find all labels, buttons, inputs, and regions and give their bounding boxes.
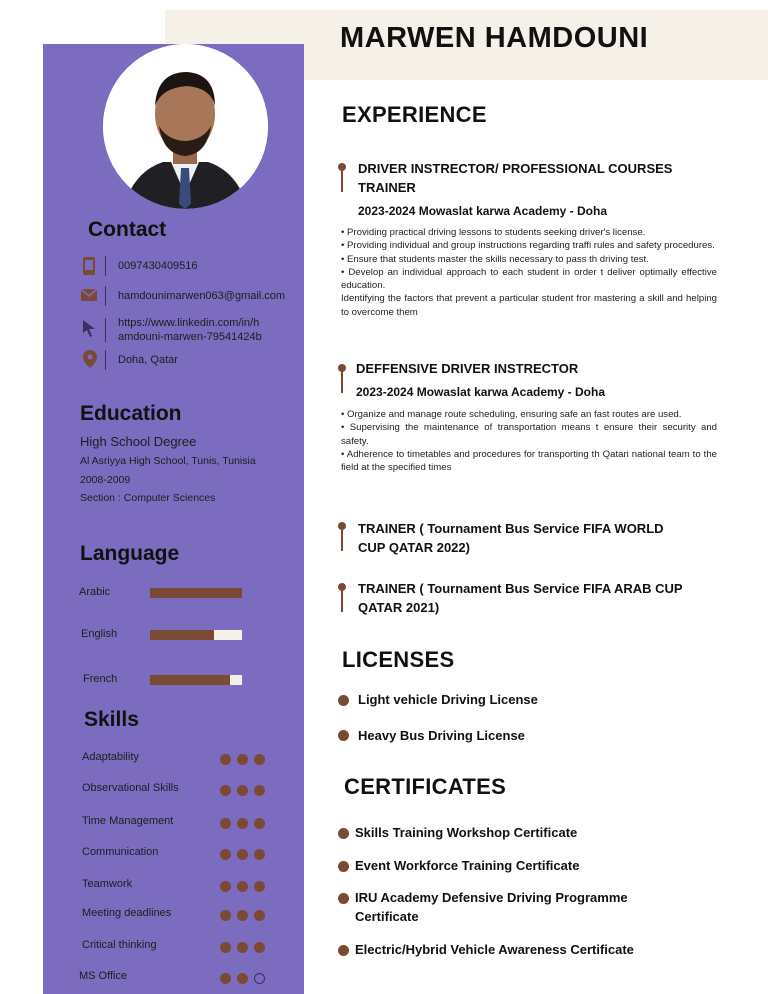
job-3-title (358, 519, 664, 557)
phone-icon (82, 256, 98, 274)
job-1-bullet: • Develop an individual approach to each student in order t deliver optimally effective education. (341, 266, 717, 292)
list-bullet (338, 828, 349, 839)
skill-rating (220, 971, 271, 989)
timeline-line (341, 369, 343, 393)
timeline-line (341, 588, 343, 612)
job-2-bullet: • Organize and manage route scheduling, ensuring safe an fast routes are used. (341, 409, 682, 420)
language-level-bar (150, 588, 242, 598)
rating-dot-filled (220, 973, 231, 984)
certificate-item-line-2: Certificate (355, 909, 419, 924)
language-name: French (83, 673, 118, 685)
contact-phone: 0097430409516 (118, 260, 198, 272)
certificate-item: Skills Training Workshop Certificate (355, 825, 578, 840)
list-bullet (338, 861, 349, 872)
job-2-dates: 2023-2024 Mowaslat karwa Academy - Doha (356, 385, 606, 399)
skill-name: Meeting deadlines (82, 907, 172, 919)
timeline-line (341, 168, 343, 192)
certificate-item: Event Workforce Training Certificate (355, 858, 580, 873)
certificate-item (355, 888, 628, 926)
education-years: 2008-2009 (80, 474, 131, 486)
job-1-bullet: • Providing practical driving lessons to students seeking driver's license. (341, 227, 646, 238)
skill-name: MS Office (79, 970, 128, 982)
rating-dot-filled (237, 785, 248, 796)
timeline-line (341, 527, 343, 551)
rating-dot-filled (237, 754, 248, 765)
rating-dot-empty (254, 973, 265, 984)
skill-rating (220, 879, 271, 897)
rating-dot-filled (237, 973, 248, 984)
rating-dot-filled (237, 881, 248, 892)
rating-dot-filled (254, 818, 265, 829)
profile-photo (103, 44, 268, 209)
rating-dot-filled (254, 754, 265, 765)
skill-rating (220, 908, 271, 926)
skill-name: Observational Skills (82, 782, 179, 794)
education-heading: Education (80, 402, 182, 425)
skill-rating (220, 752, 271, 770)
job-1-title (358, 159, 672, 197)
job-2-bullets (341, 408, 717, 474)
contact-heading: Contact (88, 218, 167, 241)
job-4-title-line-1: TRAINER ( Tournament Bus Service FIFA ARAB CUP (358, 581, 683, 596)
rating-dot-filled (254, 910, 265, 921)
certificate-item-line-1: IRU Academy Defensive Driving Programme (355, 890, 628, 905)
license-item: Heavy Bus Driving License (358, 728, 525, 743)
rating-dot-filled (237, 910, 248, 921)
rating-dot-filled (220, 785, 231, 796)
job-4-title-line-2: QATAR 2021) (358, 600, 440, 615)
licenses-heading: LICENSES (342, 647, 455, 672)
contact-separator (105, 350, 106, 370)
skill-rating (220, 847, 271, 865)
rating-dot-filled (254, 785, 265, 796)
skill-name: Adaptability (82, 751, 139, 763)
list-bullet (338, 945, 349, 956)
skill-name: Teamwork (82, 878, 133, 890)
contact-location: Doha, Qatar (118, 354, 178, 366)
contact-email[interactable]: hamdounimarwen063@gmail.com (118, 290, 286, 302)
list-bullet (338, 695, 349, 706)
skill-rating (220, 816, 271, 834)
candidate-name: MARWEN HAMDOUNI (340, 22, 649, 54)
rating-dot-filled (237, 818, 248, 829)
linkedin-line-2[interactable]: amdouni-marwen-79541424b (118, 331, 262, 343)
rating-dot-filled (220, 910, 231, 921)
rating-dot-filled (254, 849, 265, 860)
rating-dot-filled (237, 849, 248, 860)
job-2-title: DEFFENSIVE DRIVER INSTRECTOR (356, 361, 579, 376)
skills-heading: Skills (84, 708, 139, 731)
job-1-bullet: • Ensure that students master the skills necessary to pass th driving test. (341, 253, 649, 265)
skill-name: Communication (82, 846, 159, 858)
job-4-title (358, 579, 683, 617)
location-pin-icon (83, 350, 99, 368)
rating-dot-filled (237, 942, 248, 953)
job-1-bullet: • Providing individual and group instructions regarding traffi rules and safety procedures. (341, 240, 715, 252)
education-degree: High School Degree (80, 434, 197, 449)
list-bullet (338, 893, 349, 904)
linkedin-line-1[interactable]: https://www.linkedin.com/in/h (118, 317, 260, 329)
language-name: English (81, 628, 118, 640)
cursor-icon (82, 319, 98, 337)
rating-dot-filled (220, 754, 231, 765)
contact-separator (105, 286, 106, 306)
contact-separator (105, 318, 106, 342)
job-1-title-line-2: TRAINER (358, 180, 416, 195)
education-school: Al Asriyya High School, Tunis, Tunisia (80, 455, 256, 467)
skill-name: Time Management (82, 815, 174, 827)
language-level-fill (150, 588, 242, 598)
language-heading: Language (80, 542, 180, 565)
language-level-bar (150, 675, 242, 685)
job-2-bullet: • Adherence to timetables and procedures for transporting th Qatari national team to the field at the specified times (341, 448, 717, 474)
job-1-dates: 2023-2024 Mowaslat karwa Academy - Doha (358, 204, 608, 218)
rating-dot-filled (220, 818, 231, 829)
job-1-bullets (341, 226, 717, 319)
language-level-fill (150, 630, 214, 640)
job-1-title-line-1: DRIVER INSTRECTOR/ PROFESSIONAL COURSES (358, 161, 673, 176)
education-section: Section : Computer Sciences (80, 492, 216, 504)
license-item: Light vehicle Driving License (358, 692, 538, 707)
job-3-title-line-2: CUP QATAR 2022) (358, 540, 470, 555)
certificates-heading: CERTIFICATES (344, 774, 507, 799)
language-level-bar (150, 630, 242, 640)
rating-dot-filled (254, 942, 265, 953)
rating-dot-filled (220, 942, 231, 953)
contact-linkedin[interactable] (118, 316, 262, 344)
contact-separator (105, 256, 106, 276)
language-level-fill (150, 675, 230, 685)
list-bullet (338, 730, 349, 741)
skill-name: Critical thinking (82, 939, 157, 951)
job-1-bullet: Identifying the factors that prevent a particular student fror mastering a skill and helping to overcome them (341, 293, 717, 318)
language-name: Arabic (79, 586, 111, 598)
rating-dot-filled (254, 881, 265, 892)
experience-heading: EXPERIENCE (342, 102, 487, 127)
email-icon (81, 288, 97, 306)
certificate-item: Electric/Hybrid Vehicle Awareness Certificate (355, 942, 634, 957)
rating-dot-filled (220, 881, 231, 892)
job-2-bullet: • Supervising the maintenance of transportation means t ensure their security and safety. (341, 422, 717, 447)
skill-rating (220, 940, 271, 958)
job-3-title-line-1: TRAINER ( Tournament Bus Service FIFA WORLD (358, 521, 664, 536)
skill-rating (220, 783, 271, 801)
rating-dot-filled (220, 849, 231, 860)
